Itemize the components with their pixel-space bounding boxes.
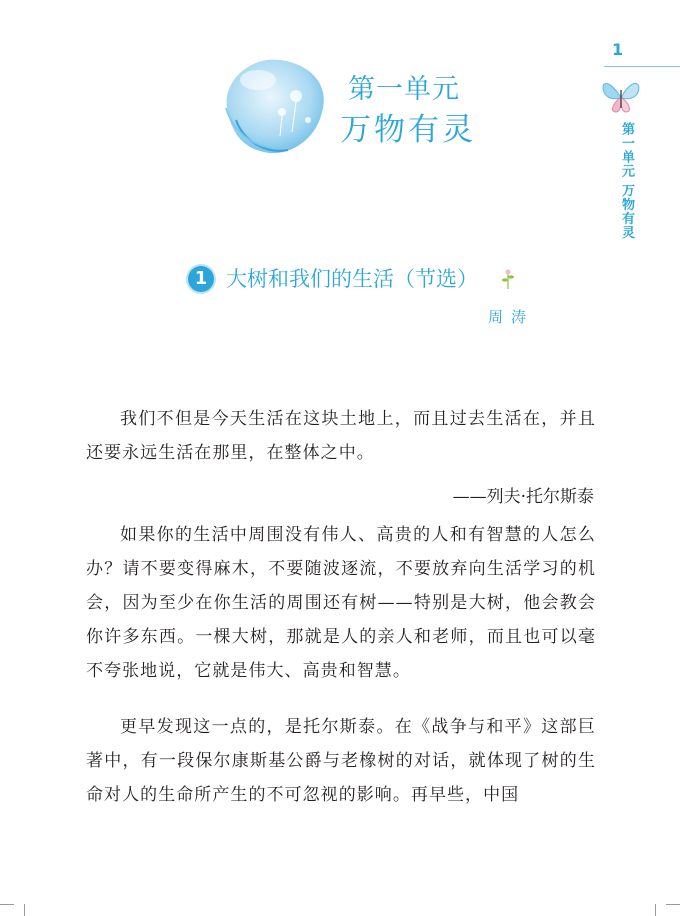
page-number: 1 [612,40,624,59]
dandelion-decoration-image [218,50,336,162]
epigraph-text: 我们不但是今天生活在这块土地上，而且过去生活在，并且还要永远生活在那里，在整体之中。 [86,409,596,463]
unit-title: 第一单元 [348,74,460,105]
lesson-number-badge: 1 [188,266,214,292]
butterfly-icon [598,74,644,116]
crop-mark [0,904,14,905]
lesson-title: 大树和我们的生活（节选） [226,267,478,291]
epigraph-attribution: ——列夫·托尔斯泰 [452,487,594,507]
unit-side-label: 第一单元 万物有灵 [619,122,634,240]
crop-mark [666,904,680,905]
body-paragraph: 更早发现这一点的，是托尔斯泰。在《战争与和平》这部巨著中，有一段保尔康斯基公爵与老橡树的对话，就体现了树的生命对人的生命所产生的不可忽视的影响。再早些，中国 [86,717,596,805]
crop-mark [24,904,25,916]
sprig-icon [500,268,516,290]
author-name: 周涛 [488,308,535,326]
crop-mark [655,904,656,916]
unit-subtitle: 万物有灵 [340,112,476,148]
header-rule [604,66,680,67]
body-paragraph: 如果你的生活中周围没有伟人、高贵的人和有智慧的人怎么办？请不要变得麻木，不要随波逐流，不要放弃向生活学习的机会，因为至少在你生活的周围还有树——特别是大树，他会教会你许多东西。一棵大树，那就是人的亲人和老师，而且也可以毫不夸张地说，它就是伟大、高贵和智慧。 [86,525,596,681]
